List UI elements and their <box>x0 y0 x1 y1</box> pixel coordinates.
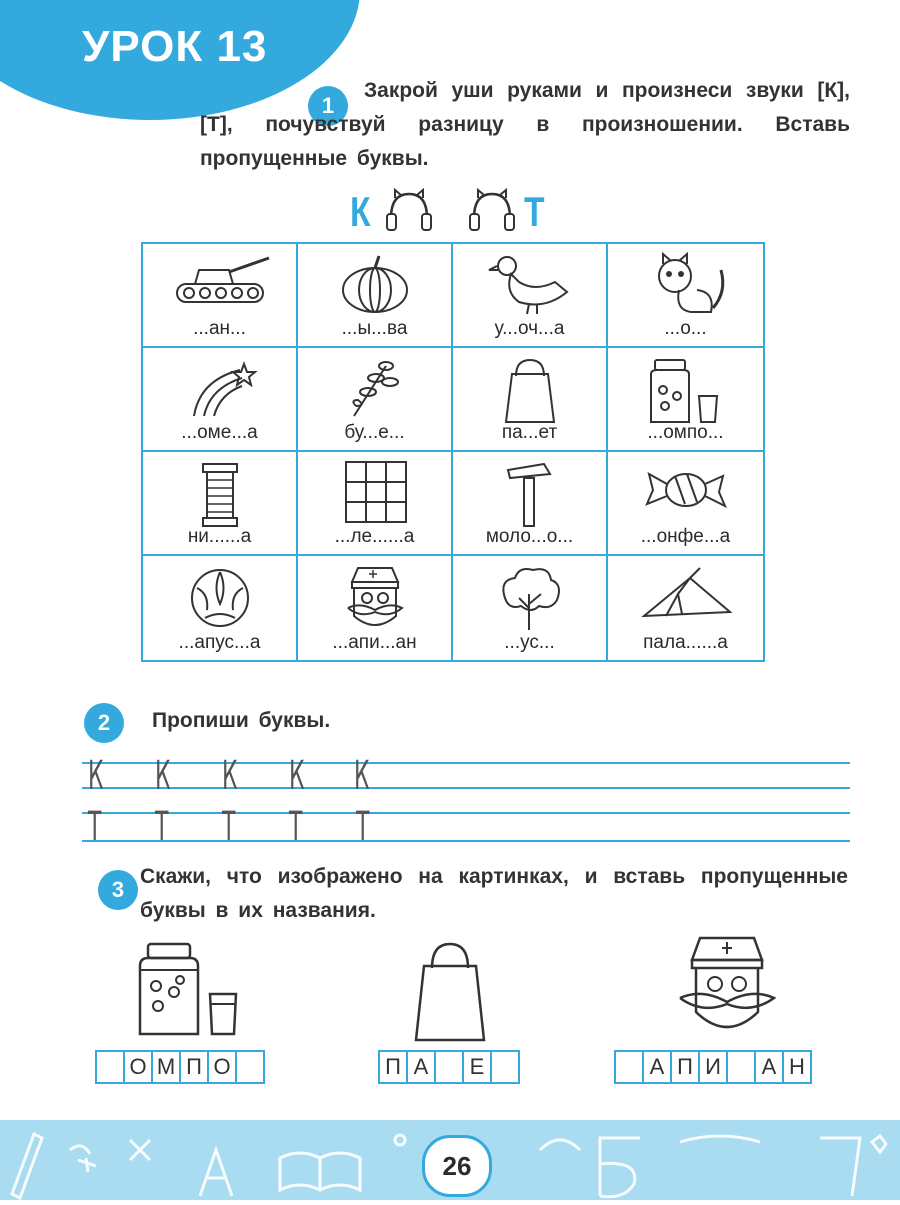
page-number: 26 <box>422 1135 492 1197</box>
cat-icon <box>641 252 731 318</box>
letter-box[interactable]: О <box>125 1052 153 1082</box>
letter-box[interactable]: Е <box>464 1052 492 1082</box>
task-2-number: 2 <box>84 703 124 743</box>
grid-cell <box>608 244 763 348</box>
letter-box[interactable]: А <box>756 1052 784 1082</box>
grid-cell <box>453 556 608 660</box>
letter-box[interactable] <box>616 1052 644 1082</box>
comet-icon <box>180 356 260 420</box>
thread-spool-icon <box>195 460 245 530</box>
letter-box[interactable] <box>436 1052 464 1082</box>
letter-box[interactable] <box>97 1052 125 1082</box>
word-blank: бу...е... <box>344 422 405 443</box>
task-3-instruction: Скажи, что изображено на картинках, и вставь пропущенные буквы в их названия. <box>140 865 848 922</box>
letter-box[interactable]: О <box>209 1052 237 1082</box>
tent-icon <box>636 564 736 624</box>
task-1-number: 1 <box>308 86 348 126</box>
answer-boxes-jar[interactable] <box>95 1050 265 1084</box>
captain-icon <box>672 932 782 1042</box>
trace-letter-t: Т <box>356 804 370 850</box>
letter-box[interactable] <box>237 1052 263 1082</box>
word-blank: ...ле......а <box>334 526 415 547</box>
letter-box[interactable]: А <box>644 1052 672 1082</box>
word-blank: ни......а <box>187 526 252 547</box>
letter-box[interactable]: П <box>672 1052 700 1082</box>
trace-letter-k: К <box>222 753 238 799</box>
lesson-title: УРОК 13 <box>82 22 268 71</box>
trace-letter-k: К <box>289 753 305 799</box>
trace-letter-t: Т <box>289 804 303 850</box>
word-blank: у...оч...а <box>494 318 565 339</box>
grid-cell <box>453 244 608 348</box>
word-blank: ...онфе...а <box>640 526 731 547</box>
headphones-icon <box>466 188 518 234</box>
bouquet-icon <box>340 356 410 422</box>
letter-box[interactable]: П <box>181 1052 209 1082</box>
captain-icon <box>340 564 410 632</box>
task-2-instruction: Пропиши буквы. <box>152 709 331 732</box>
headphones-icon <box>383 188 435 234</box>
grid-cell <box>298 244 453 348</box>
bush-icon <box>495 564 565 632</box>
letter-box[interactable]: А <box>408 1052 436 1082</box>
word-blank: ...о... <box>664 318 707 339</box>
tank-icon <box>165 252 275 312</box>
word-blank: ...апи...ан <box>332 632 417 653</box>
trace-letter-t: Т <box>222 804 236 850</box>
word-blank: па...ет <box>501 422 558 443</box>
task-3-number: 3 <box>98 870 138 910</box>
letter-box[interactable] <box>728 1052 756 1082</box>
letter-box[interactable]: М <box>153 1052 181 1082</box>
pumpkin-icon <box>335 252 415 314</box>
writing-line <box>82 812 850 814</box>
grid-cell <box>453 452 608 556</box>
grid-cell <box>608 556 763 660</box>
trace-letter-k: К <box>88 753 104 799</box>
bag-icon <box>500 356 560 426</box>
word-blank: ...апус...а <box>178 632 261 653</box>
word-blank: ...омпо... <box>647 422 724 443</box>
grid-cell <box>298 348 453 452</box>
grid-square-icon <box>340 460 410 526</box>
writing-line <box>82 840 850 842</box>
jar-icon <box>641 356 731 426</box>
bag-icon <box>410 940 490 1046</box>
trace-letter-k: К <box>155 753 171 799</box>
picture-grid <box>141 242 765 662</box>
trace-letter-t: Т <box>155 804 169 850</box>
trace-letter-t: Т <box>88 804 102 850</box>
cabbage-icon <box>185 564 255 630</box>
letter-box[interactable] <box>492 1052 518 1082</box>
task-1-instruction: Закрой уши руками и произнеси звуки [К], [Т], почувствуй разницу в произношении. Вставь пропущенные буквы. <box>200 79 850 170</box>
letter-box[interactable]: Н <box>789 1054 805 1079</box>
word-blank: ...оме...а <box>181 422 258 443</box>
grid-cell <box>608 348 763 452</box>
grid-cell <box>143 452 298 556</box>
word-blank: ...ан... <box>193 318 246 339</box>
writing-line <box>82 762 850 764</box>
grid-cell <box>298 556 453 660</box>
answer-boxes-bag[interactable] <box>378 1050 520 1084</box>
letter-k-label: К <box>350 188 371 235</box>
writing-line <box>82 787 850 789</box>
grid-cell <box>143 244 298 348</box>
word-blank: ...ус... <box>504 632 555 653</box>
grid-cell <box>608 452 763 556</box>
word-blank: ...ы...ва <box>341 318 408 339</box>
candy-icon <box>641 460 731 520</box>
grid-cell <box>298 452 453 556</box>
answer-boxes-captain[interactable] <box>614 1050 812 1084</box>
jar-icon <box>128 940 248 1040</box>
hammer-icon <box>500 460 560 530</box>
word-blank: моло...о... <box>485 526 574 547</box>
grid-cell <box>143 556 298 660</box>
letter-box[interactable]: И <box>700 1052 728 1082</box>
letter-box[interactable]: П <box>380 1052 408 1082</box>
trace-letter-k: К <box>354 753 370 799</box>
letter-t-label: Т <box>524 188 545 235</box>
grid-cell <box>143 348 298 452</box>
word-blank: пала......а <box>643 632 728 653</box>
duck-icon <box>485 252 575 316</box>
grid-cell <box>453 348 608 452</box>
